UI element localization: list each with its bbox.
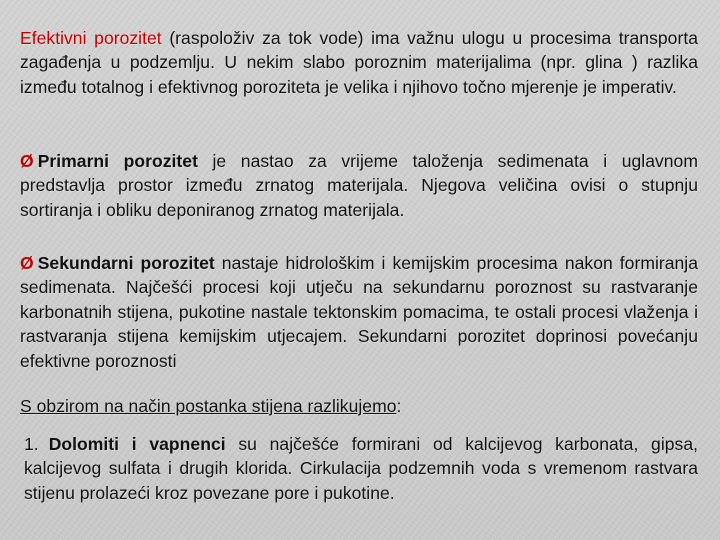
classification-heading-suffix: : <box>396 396 402 416</box>
secondary-porosity-paragraph <box>20 251 698 373</box>
primarni-porozitet-term: Primarni porozitet <box>37 151 198 171</box>
list-number: 1. <box>24 434 39 454</box>
arrow-bullet-icon: Ø <box>20 151 34 171</box>
sekundarni-porozitet-term: Sekundarni porozitet <box>37 253 215 273</box>
intro-paragraph <box>20 26 698 99</box>
efektivni-porozitet-term: Efektivni porozitet <box>20 28 162 48</box>
primary-porosity-paragraph <box>20 149 698 222</box>
intro-text: (raspoloživ za tok vode) ima važnu ulogu u procesima transporta zagađenja u podzemlju. U nekim slabo poroznim materijalima (npr. glina ) razlika između totalnog i efektivnog poroziteta je velika i njihovo točno mjerenje je imperativ. <box>20 28 698 97</box>
classification-heading-text: S obzirom na način postanka stijena razlikujemo <box>20 396 397 416</box>
dolomiti-list-item <box>24 432 698 505</box>
dolomiti-text: su najčešće formirani od kalcijevog karbonata, gipsa, kalcijevog sulfata i drugih klorida. Cirkulacija podzemnih voda s vremenom rastvara stijenu prolazeći kroz povezane pore i pukotine. <box>24 434 698 503</box>
arrow-bullet-icon: Ø <box>20 253 34 273</box>
secondary-text: nastaje hidrološkim i kemijskim procesima nakon formiranja sedimenata. Najčešći procesi koji utječu na sekundarnu poroznost su rastvaranje karbonatnih stijena, pukotine nastale tektonskim pomacima, te ostali procesi vlaženja i rastvaranja stijena kemijskim utjecajem. Sekundarni porozitet doprinosi povećanju efektivne poroznosti <box>20 253 699 371</box>
dolomiti-term: Dolomiti i vapnenci <box>48 434 226 454</box>
classification-heading <box>20 394 698 418</box>
primary-text: je nastao za vrijeme taloženja sedimenata i uglavnom predstavlja prostor između zrnatog materijala. Njegova veličina ovisi o stupnju sortiranja i obliku deponiranog zrnatog materijala. <box>20 151 699 220</box>
